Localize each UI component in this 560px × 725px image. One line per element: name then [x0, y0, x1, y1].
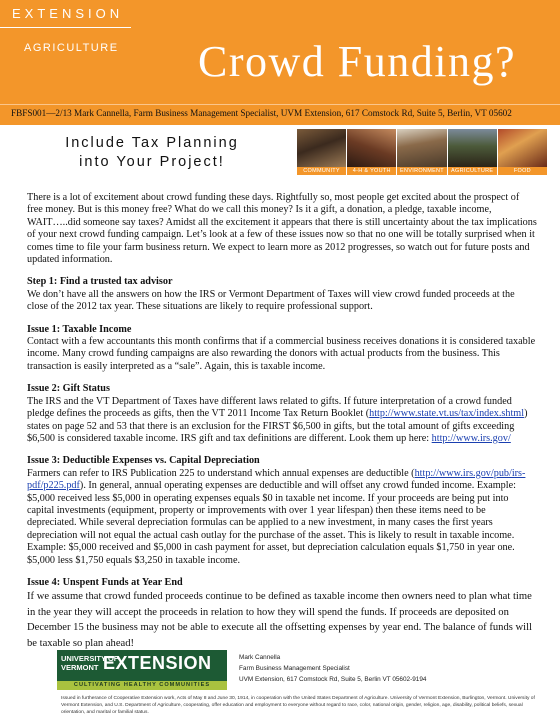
contact-role: Farm Business Management Specialist: [239, 665, 350, 672]
photo-community: [297, 129, 346, 175]
article-body: [27, 192, 537, 661]
youth-photo-image: [347, 129, 396, 167]
section-text: If we assume that crowd funded proceeds continue to be defined as taxable income then owners need to plan what time in the year they will accept the proceeds in relation to how they will spend the funds. If proceeds are deposited on December 15 the business may not be able to execute all the offsetting expenses by year end. The balance of funds will be taxable so plan ahead!: [27, 591, 533, 649]
photo-strip: [297, 129, 547, 175]
contact-name: Mark Cannella: [239, 654, 281, 661]
text-run: Farmers can refer to IRS Publication 225 to understand which annual expenses are deductible (: [27, 467, 415, 479]
photo-food: [498, 129, 547, 175]
section-text: [27, 468, 537, 567]
section-heading: Issue 4: Unspent Funds at Year End: [27, 576, 183, 588]
text-run: ) states on page 52 and 53 that there is an exclusion for the FIRST $6,500 in gifts, but the total amount of gifts exceeding $6,500 is considered taxable income. IRS gift and tax definitions are different. Look them up here:: [27, 408, 528, 444]
section-heading: Step 1: Find a trusted tax advisor: [27, 276, 173, 288]
intro-paragraph: There is a lot of excitement about crowd funding these days. Rightfully so, most people get excited about the prospect of free money. But is this money free? What do we call this money? Is it a gift, a donation, a pledge, taxable income, WAIT…..did someone say taxes? Amidst all the excitement it appears that there is still uncertainty about the tax implications of your next crowd funding campaign. Let’s look at a few of these issues now so that no one will be totally surprised when it comes time to file your farm business return. We expect to learn more as 2012 progresses, so watch out for future posts and updated information.: [27, 192, 537, 266]
section-text: Contact with a few accountants this month confirms that if a commercial business receives donations it is considered taxable income. Many crowd funding campaigns are also rewarding the donors with actual products from the business. This transaction is easily interpreted as a “sale”. Again, this is taxable income.: [27, 336, 536, 372]
agriculture-photo-image: [448, 129, 497, 167]
photo-agriculture: [448, 129, 497, 175]
uvm-extension-logo: [57, 650, 227, 690]
food-photo-image: [498, 129, 547, 167]
community-photo-image: [297, 129, 346, 167]
logo-tagline: CULTIVATING HEALTHY COMMUNITIES: [57, 681, 227, 690]
text-run: The IRS and the VT Department of Taxes have different laws related to gifts. If future interpretation of a crowd funded pledge defines the proceeds as gifts, then the VT 2011 Income Tax Return Booklet (: [27, 395, 512, 420]
photo-label: ENVIRONMENT: [397, 167, 446, 175]
photo-label: 4-H & YOUTH: [347, 167, 396, 175]
subtitle-line-1: Include Tax Planning: [65, 135, 239, 151]
header-banner: [0, 0, 560, 104]
header-divider: [0, 27, 131, 28]
contact-address: UVM Extension, 617 Comstock Rd, Suite 5, Berlin VT 05602-9194: [239, 676, 427, 683]
agriculture-label: AGRICULTURE: [24, 42, 119, 54]
subtitle-line-2: into Your Project!: [79, 154, 225, 170]
photo-environment: [397, 129, 446, 175]
logo-extension: EXTENSION: [103, 653, 212, 673]
environment-photo-image: [397, 129, 446, 167]
photo-label: FOOD: [498, 167, 547, 175]
section-heading: Issue 3: Deductible Expenses vs. Capital Depreciation: [27, 455, 260, 467]
section-text: [27, 396, 537, 446]
text-run: ). In general, annual operating expenses are deductible and will offset any crowd funded income. Example: $5,000 received less $5,000 in operating expenses equals $0 in taxable net income. If your proceeds are being put into capital investments (equipment, property or improvements with over 1 year lifespan) then these items need to be depreciated. While several depreciation formulas can be applied to a new investment, in many cases the first years depreciation will not equal the actual cash outlay for the purchase of the asset. This is likely to result in taxable income. Example: $5,000 received and $5,000 in cash payment for asset, but depreciation calculation equals $1,750 in year one. $5,000 less $1,750 equals $3,250 in taxable income.: [27, 480, 516, 566]
section-heading: Issue 2: Gift Status: [27, 383, 110, 395]
irs-pub225-link[interactable]: http://www.irs.gov/pub/irs-pdf/p225.pdf: [27, 467, 526, 492]
page-title: Crowd Funding?: [198, 37, 516, 86]
section-heading: Issue 1: Taxable Income: [27, 323, 132, 335]
section-step1: [27, 276, 537, 313]
logo-vermont-line: VERMONT: [61, 662, 99, 672]
section-issue1: [27, 324, 537, 374]
vt-tax-link[interactable]: http://www.state.vt.us/tax/index.shtml: [369, 408, 525, 420]
contact-block: [239, 652, 426, 685]
section-issue4: [27, 577, 537, 651]
subtitle: [22, 134, 282, 172]
footer: [57, 650, 537, 720]
section-text: We don’t have all the answers on how the IRS or Vermont Department of Taxes will view crowd funded proceeds at the close of the 2012 tax year. These situations are likely to require professional support.: [27, 288, 515, 313]
legal-notice: Issued in furtherance of Cooperative Extension work, Acts of May 8 and June 30, 1914, in cooperation with the United States Department of Agriculture. University of Vermont Extension, Burlington, Vermont. University of Vermont Extension, and U.S. Department of Agriculture, cooperating, offer education and employment to everyone without regard to race, color, national origin, gender, religion, age, disability, political beliefs, sexual orientation, and marital or familial status.: [61, 696, 535, 715]
logo-university-line: UNIVERSITY OF: [61, 654, 119, 663]
photo-label: COMMUNITY: [297, 167, 346, 175]
info-bar: [0, 104, 560, 125]
irs-link[interactable]: http://www.irs.gov/: [431, 432, 511, 444]
extension-label: EXTENSION: [12, 6, 124, 21]
photo-youth: [347, 129, 396, 175]
photo-label: AGRICULTURE: [448, 167, 497, 175]
publication-info: FBFS001—2/13 Mark Cannella, Farm Business Management Specialist, UVM Extension, 617 Comstock Rd, Suite 5, Berlin, VT 05602: [11, 108, 512, 118]
section-issue3: [27, 455, 537, 567]
section-issue2: [27, 383, 537, 445]
